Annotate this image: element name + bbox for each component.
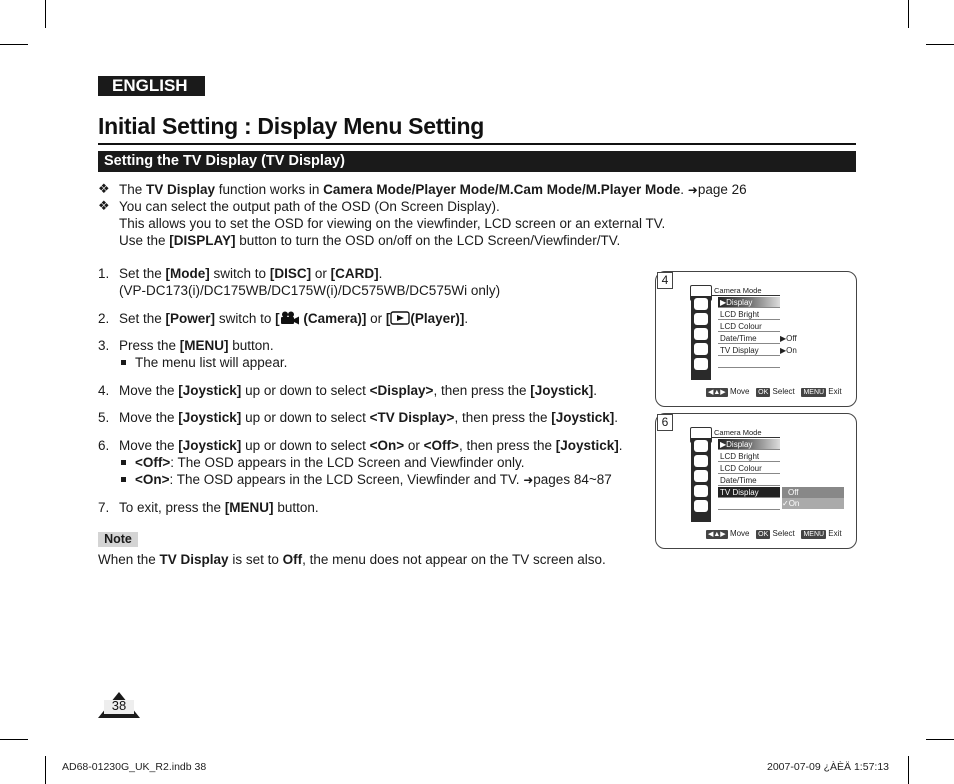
menu-category-icon	[694, 328, 708, 340]
crop-mark	[926, 44, 954, 45]
play-marker-icon: ▶	[780, 334, 787, 343]
step-1-text: Set the [Mode] switch to [DISC] or [CARD].	[119, 266, 383, 281]
check-icon: ✓	[782, 499, 789, 508]
step-6-text: Move the [Joystick] up or down to select <On> or <Off>, then press the [Joystick].	[119, 438, 623, 453]
menu-item-tv-display[interactable]: TV Display	[718, 345, 780, 356]
menu-item-date-time[interactable]: Date/Time	[718, 475, 780, 486]
intro-line-2: You can select the output path of the OSD (On Screen Display).	[119, 199, 500, 214]
step-number: 7.	[98, 500, 110, 515]
menu-item-date-time[interactable]: Date/Time	[718, 333, 780, 344]
menu-item-display[interactable]: ▶Display	[718, 297, 780, 308]
option-on[interactable]: ▶On	[780, 346, 797, 355]
screen-panel-step-6	[655, 413, 857, 549]
step-6-sub-on: <On>: The OSD appears in the LCD Screen, Viewfinder and TV. ➜pages 84~87	[135, 472, 612, 487]
panel-step-label: 6	[657, 414, 673, 431]
menu-item-lcd-bright[interactable]: LCD Bright	[718, 451, 780, 462]
step-number: 3.	[98, 338, 110, 353]
menu-item-lcd-bright[interactable]: LCD Bright	[718, 309, 780, 320]
screen-panel-step-4	[655, 271, 857, 407]
title-rule	[98, 143, 856, 145]
tv-icon	[694, 485, 708, 497]
menu-item-lcd-colour[interactable]: LCD Colour	[718, 321, 780, 332]
play-marker-icon: ▶	[720, 440, 727, 449]
joystick-icon: ◀▲▶	[708, 531, 726, 538]
option-off[interactable]: ▶Off	[780, 334, 797, 343]
page-ref-arrow-icon: ➜	[687, 183, 698, 197]
step-1-sub: (VP-DC173(i)/DC175WB/DC175W(i)/DC575WB/DC575Wi only)	[119, 283, 501, 298]
camera-icon	[280, 311, 300, 325]
intro-line-3: This allows you to set the OSD for viewing on the viewfinder, LCD screen or an external TV.	[119, 216, 666, 231]
menu-header: Camera Mode	[712, 427, 780, 438]
menu-header: Camera Mode	[712, 285, 780, 296]
crop-mark	[45, 0, 46, 28]
option-list	[782, 487, 844, 509]
crop-mark	[0, 739, 28, 740]
square-bullet-icon	[121, 460, 126, 465]
section-title: Setting the TV Display (TV Display)	[98, 151, 856, 172]
menu-category-icon	[694, 298, 708, 310]
gear-icon	[694, 500, 708, 512]
play-marker-icon: ▶	[720, 298, 727, 307]
crop-mark	[908, 0, 909, 28]
language-badge: ENGLISH	[98, 76, 205, 96]
crop-mark	[45, 756, 46, 784]
menu-item-empty	[718, 357, 780, 368]
menu-category-icon	[694, 440, 708, 452]
step-7-text: To exit, press the [MENU] button.	[119, 500, 319, 515]
menu-side-icons	[691, 438, 711, 522]
square-bullet-icon	[121, 360, 126, 365]
menu-item-empty	[718, 499, 780, 510]
step-number: 5.	[98, 410, 110, 425]
diamond-bullet-icon: ❖	[98, 181, 110, 196]
diamond-bullet-icon: ❖	[98, 198, 110, 213]
step-number: 4.	[98, 383, 110, 398]
note-text: When the TV Display is set to Off, the menu does not appear on the TV screen also.	[98, 552, 606, 567]
intro-line-1: The TV Display function works in Camera Mode/Player Mode/M.Cam Mode/M.Player Mode. ➜page 26	[119, 182, 747, 197]
gear-icon	[694, 358, 708, 370]
menu-category-icon	[694, 455, 708, 467]
step-3-sub: The menu list will appear.	[135, 355, 288, 370]
footer-timestamp: 2007-07-09 ¿ÀÈÄ 1:57:13	[767, 761, 890, 773]
menu-item-tv-display[interactable]: TV Display	[718, 487, 780, 498]
footer-file: AD68-01230G_UK_R2.indb 38	[62, 761, 207, 773]
square-bullet-icon	[121, 477, 126, 482]
step-5-text: Move the [Joystick] up or down to select <TV Display>, then press the [Joystick].	[119, 410, 619, 425]
step-6-sub-off: <Off>: The OSD appears in the LCD Screen and Viewfinder only.	[135, 455, 525, 470]
menu-side-icons	[691, 296, 711, 380]
step-number: 1.	[98, 266, 110, 281]
step-3-text: Press the [MENU] button.	[119, 338, 274, 353]
step-2-text: Set the [Power] switch to [ (Camera)] or [ (Player)].	[119, 311, 469, 326]
note-label: Note	[98, 532, 138, 547]
page-number: 38	[111, 698, 127, 713]
menu-item-lcd-colour[interactable]: LCD Colour	[718, 463, 780, 474]
panel-step-label: 4	[657, 272, 673, 289]
player-icon	[390, 311, 410, 325]
joystick-icon: ◀▲▶	[708, 389, 726, 396]
page-number-badge	[98, 692, 140, 718]
crop-mark	[908, 756, 909, 784]
option-on[interactable]: ✓On	[782, 498, 844, 509]
step-number: 2.	[98, 311, 110, 326]
menu-item-display[interactable]: ▶Display	[718, 439, 780, 450]
page-title: Initial Setting : Display Menu Setting	[98, 113, 485, 139]
option-off[interactable]: Off	[782, 487, 844, 498]
crop-mark	[0, 44, 28, 45]
page-ref-arrow-icon: ➜	[523, 473, 534, 487]
step-4-text: Move the [Joystick] up or down to select <Display>, then press the [Joystick].	[119, 383, 598, 398]
hint-bar: ◀▲▶ Move OK Select MENU Exit	[708, 387, 842, 396]
hint-bar: ◀▲▶ Move OK Select MENU Exit	[708, 529, 842, 538]
menu-category-icon	[694, 313, 708, 325]
intro-line-4: Use the [DISPLAY] button to turn the OSD on/off on the LCD Screen/Viewfinder/TV.	[119, 233, 621, 248]
crop-mark	[926, 739, 954, 740]
tv-icon	[694, 343, 708, 355]
menu-category-icon	[694, 470, 708, 482]
play-marker-icon: ▶	[780, 346, 787, 355]
step-number: 6.	[98, 438, 110, 453]
